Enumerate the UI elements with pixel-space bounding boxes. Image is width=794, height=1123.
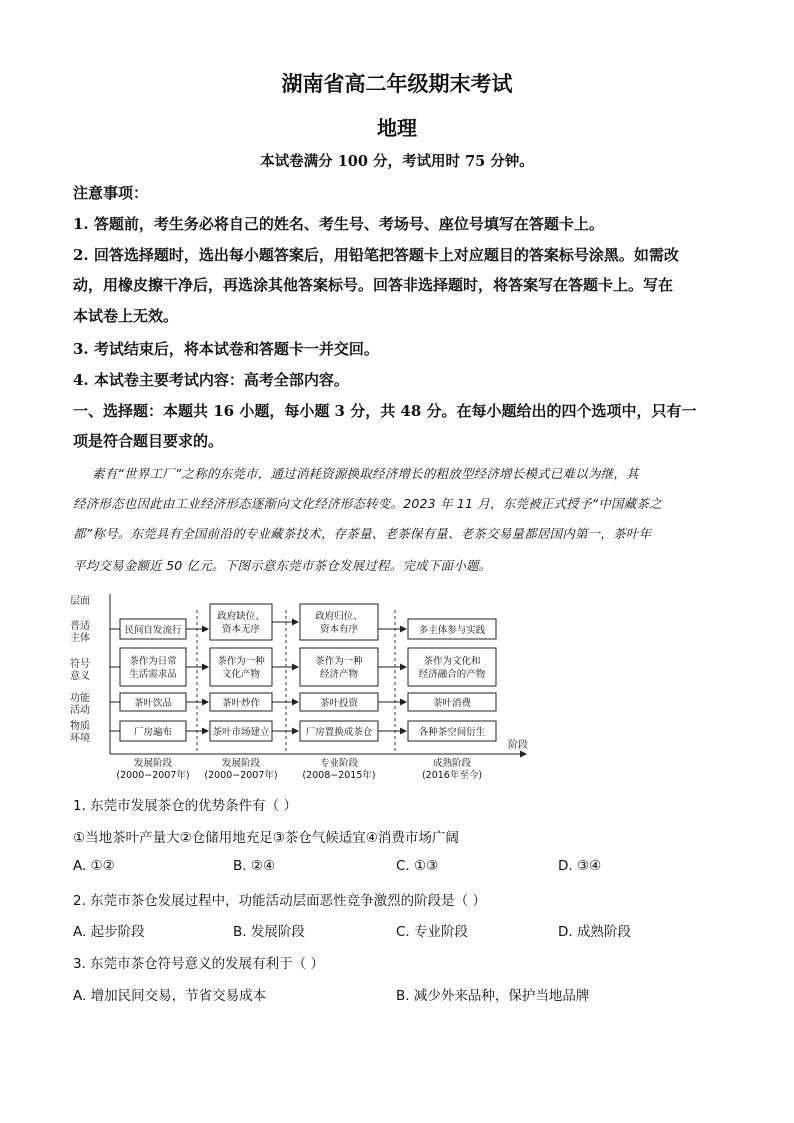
passage-line-2: 经济形态也因此由工业经济形态逐渐向文化经济形态转变。2023 年 11 月，东莞被正式授予“中国藏茶之	[73, 496, 662, 511]
box-text-r2c3b: 经济产物	[319, 669, 359, 680]
box-text-r3c2: 茶叶炒作	[221, 698, 261, 709]
note-line-2a: 2. 回答选择题时，选出每小题答案后，用铅笔把答题卡上对应题目的答案标号涂黑。如需改	[73, 246, 679, 264]
exam-subject: 地理	[377, 116, 417, 140]
passage-line-3: 都”称号。东莞具有全国前沿的专业藏茶技术，存茶量、老茶保有量、老茶交易量都居国内第一，茶叶年	[73, 526, 652, 541]
stage-3-years: (2008−2015年)	[302, 770, 376, 781]
box-text-r4c3: 厂房置换成茶仓	[305, 727, 373, 738]
q1-option-a[interactable]: A. ①②	[73, 858, 115, 874]
y-axis-label: 层面	[70, 596, 90, 607]
box-text-r1c3b: 资本有序	[319, 624, 359, 635]
score-time-line: 本试卷满分 100 分，考试用时 75 分钟。	[260, 153, 534, 170]
row-label-1b: 主体	[70, 633, 90, 644]
q3-option-b[interactable]: B. 减少外来品种，保护当地品牌	[396, 988, 590, 1004]
box-text-r1c2b: 资本无序	[221, 624, 261, 635]
section-heading-line-2: 项是符合题目要求的。	[73, 432, 224, 450]
stage-1-years: (2000−2007年)	[116, 770, 190, 781]
stage-2-name: 发展阶段	[221, 758, 261, 769]
row-label-4a: 物质	[70, 721, 90, 732]
passage-line-4: 平均交易金额近 50 亿元。下图示意东莞市茶仓发展过程。完成下面小题。	[73, 558, 492, 573]
row-label-4b: 环境	[70, 733, 90, 744]
box-text-r4c2: 茶叶市场建立	[212, 727, 270, 738]
box-text-r2c3a: 茶作为一种	[315, 656, 363, 667]
notes-heading: 注意事项：	[73, 184, 149, 202]
box-r2c3	[300, 648, 378, 686]
exam-title: 湖南省高二年级期末考试	[281, 71, 513, 96]
q2-option-b[interactable]: B. 发展阶段	[233, 924, 305, 940]
box-text-r1c4: 多主体参与实践	[418, 625, 486, 636]
stage-1-name: 发展阶段	[133, 758, 173, 769]
box-text-r4c1: 厂房遍布	[133, 727, 173, 738]
row-label-1a: 普适	[70, 621, 90, 632]
box-r2c2	[210, 648, 272, 686]
box-text-r2c4b: 经济融合的产物	[418, 669, 486, 680]
q1-option-b[interactable]: B. ②④	[233, 858, 276, 874]
box-text-r2c2b: 文化产物	[221, 669, 261, 680]
q1-stem: 1. 东莞市发展茶仓的优势条件有（ ）	[73, 798, 297, 814]
q1-items: ①当地茶叶产量大②仓储用地充足③茶仓气候适宜④消费市场广阔	[73, 830, 459, 846]
q3-option-a[interactable]: A. 增加民间交易，节省交易成本	[73, 988, 267, 1004]
x-axis-label: 阶段	[508, 740, 528, 751]
q1-option-c[interactable]: C. ①③	[396, 858, 439, 874]
box-text-r3c4: 茶叶消费	[432, 698, 472, 709]
row-label-2a: 符号	[70, 659, 90, 670]
note-line-3: 3. 考试结束后，将本试卷和答题卡一并交回。	[73, 340, 379, 358]
box-text-r2c1b: 生活需求品	[129, 669, 177, 680]
note-line-1: 1. 答题前，考生务必将自己的姓名、考生号、考场号、座位号填写在答题卡上。	[73, 215, 604, 233]
stage-2-years: (2000−2007年)	[204, 770, 278, 781]
box-text-r2c4a: 茶作为文化和	[423, 656, 481, 667]
box-text-r2c1a: 茶作为日常	[129, 656, 177, 667]
q1-option-d[interactable]: D. ③④	[558, 858, 602, 874]
box-text-r1c3a: 政府归位、	[315, 611, 363, 622]
box-text-r1c1: 民间自发流行	[124, 625, 182, 636]
row-label-3b: 活动	[70, 705, 90, 716]
q2-stem: 2. 东莞市茶仓发展过程中，功能活动层面恶性竞争激烈的阶段是（ ）	[73, 893, 486, 909]
q3-stem: 3. 东莞市茶仓符号意义的发展有利于（ ）	[73, 956, 324, 972]
row-label-3a: 功能	[70, 693, 90, 704]
row-label-2b: 意义	[70, 671, 90, 682]
box-text-r1c2a: 政府缺位、	[217, 611, 265, 622]
section-heading-line-1: 一、选择题：本题共 16 小题，每小题 3 分，共 48 分。在每小题给出的四个选项中，只有一	[73, 402, 697, 420]
stage-4-years: (2016年至今)	[421, 770, 483, 781]
tea-warehouse-diagram	[68, 588, 538, 788]
note-line-4: 4. 本试卷主要考试内容：高考全部内容。	[73, 371, 349, 389]
box-text-r2c2a: 茶作为一种	[217, 656, 265, 667]
q2-option-a[interactable]: A. 起步阶段	[73, 924, 145, 940]
passage-line-1: 素有“世界工厂”之称的东莞市，通过消耗资源换取经济增长的粗放型经济增长模式已难以为继，其	[92, 466, 639, 481]
q2-option-d[interactable]: D. 成熟阶段	[558, 924, 631, 940]
box-text-r3c1: 茶叶饮品	[133, 698, 173, 709]
box-text-r4c4: 各种茶空间衍生	[418, 727, 486, 738]
q2-option-c[interactable]: C. 专业阶段	[396, 924, 469, 940]
note-line-2b: 动，用橡皮擦干净后，再选涂其他答案标号。回答非选择题时，将答案写在答题卡上。写在	[73, 276, 674, 294]
box-r2c4	[408, 648, 496, 686]
stage-4-name: 成熟阶段	[432, 758, 472, 769]
note-line-2c: 本试卷上无效。	[73, 307, 179, 325]
box-r2c1	[120, 648, 186, 686]
box-text-r3c3: 茶叶投资	[319, 698, 359, 709]
stage-3-name: 专业阶段	[319, 758, 359, 769]
